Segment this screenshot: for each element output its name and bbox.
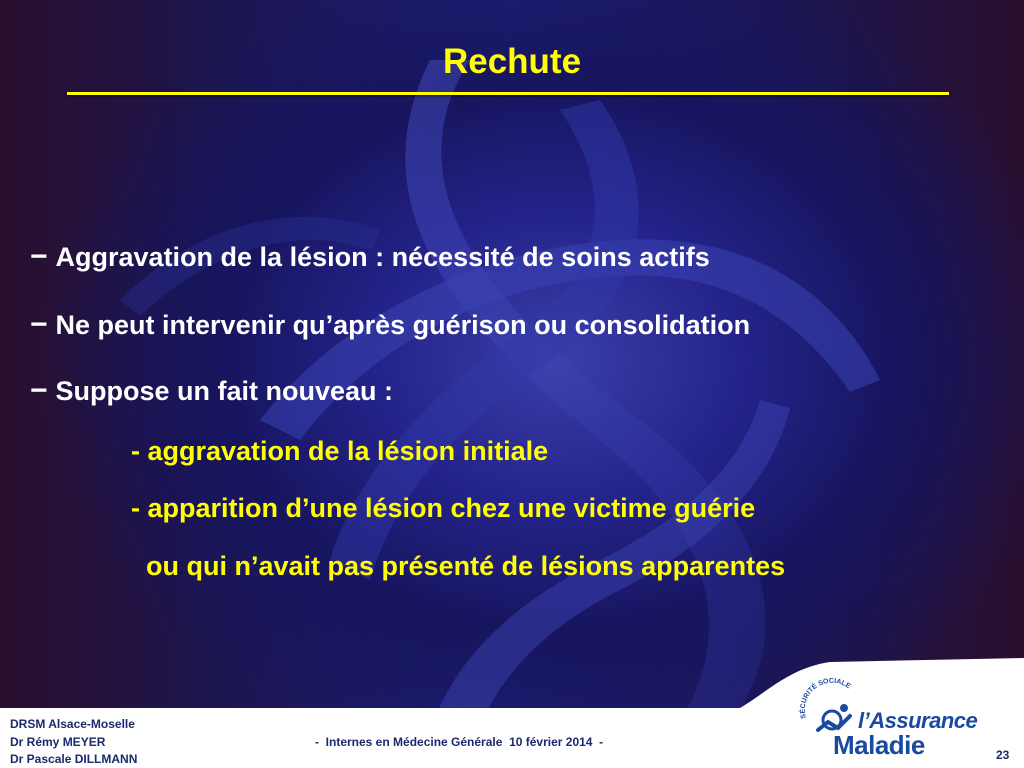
logo-line-1: l’Assurance (858, 708, 978, 733)
sub-item: - aggravation de la lésion initiale (131, 436, 549, 466)
bullet-text: Suppose un fait nouveau : (55, 376, 394, 406)
slide-title: Rechute (442, 42, 582, 81)
bullet-dash: − (30, 374, 48, 407)
assurance-maladie-logo (798, 678, 994, 760)
logo-line-2: Maladie (833, 730, 925, 760)
bullet-item (30, 240, 710, 274)
title-underline (67, 92, 949, 95)
logo-arc-text: SÉCURITÉ SOCIALE (799, 678, 852, 720)
bullet-text: Aggravation de la lésion : nécessité de soins actifs (55, 242, 710, 272)
footer-author-2: Dr Pascale DILLMANN (10, 752, 138, 766)
sub-item: - apparition d’une lésion chez une victime guérie (131, 493, 756, 523)
bullet-item (30, 374, 393, 408)
bullet-dash: − (30, 308, 48, 341)
bullet-text: Ne peut intervenir qu’après guérison ou consolidation (55, 310, 751, 340)
page-number: 23 (996, 748, 1010, 762)
footer-org: DRSM Alsace-Moselle (10, 717, 135, 731)
sub-item: ou qui n’avait pas présenté de lésions apparentes (131, 551, 786, 581)
bullet-item (30, 308, 750, 342)
footer-author-1: Dr Rémy MEYER (10, 735, 106, 749)
bullet-dash: − (30, 240, 48, 273)
footer-event: - Internes en Médecine Générale 10 février 2014 - (315, 735, 604, 749)
